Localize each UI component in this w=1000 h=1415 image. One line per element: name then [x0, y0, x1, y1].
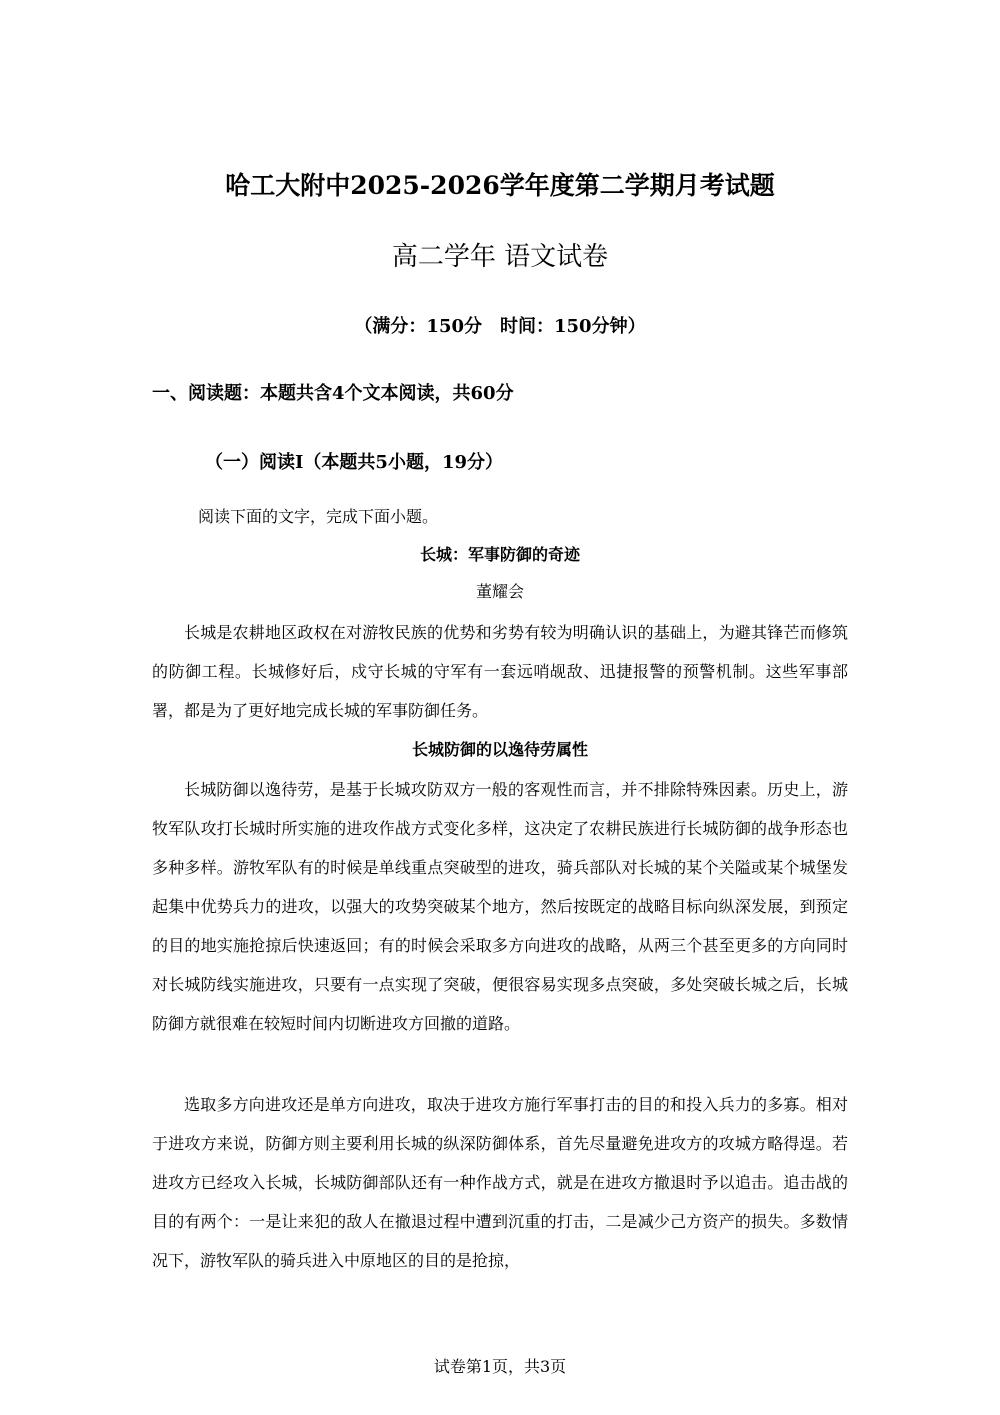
- page-footer: 试卷第1页，共3页: [433, 1357, 567, 1376]
- article-paragraph-1: 长城是农耕地区政权在对游牧民族的优势和劣势有较为明确认识的基础上，为避其锋芒而修筑的防御工程。长城修好后，戍守长城的守军有一套远哨觇敌、迅捷报警的预警机制。这些军事部署，都是为了更好地完成长城的军事防御任务。: [152, 623, 848, 720]
- section-heading: 一、阅读题：本题共含4个文本阅读，共60分: [152, 383, 514, 404]
- exam-title: 哈工大附中2025-2026学年度第二学期月考试题: [225, 171, 775, 200]
- article-author: 董耀会: [475, 582, 524, 601]
- exam-meta: （满分：150分 时间：150分钟）: [354, 316, 646, 337]
- article-subheading: 长城防御的以逸待劳属性: [411, 740, 588, 759]
- subsection-heading: （一）阅读Ⅰ（本题共5小题，19分）: [205, 452, 503, 473]
- article-paragraph-2: 长城防御以逸待劳，是基于长城攻防双方一般的客观性而言，并不排除特殊因素。历史上，游牧军队攻打长城时所实施的进攻作战方式变化多样，这决定了农耕民族进行长城防御的战争形态也多种多样。游牧军队有的时候是单线重点突破型的进攻，骑兵部队对长城的某个关隘或某个城堡发起集中优势兵力的进攻，以强大的攻势突破某个地方，然后按既定的战略目标向纵深发展，到预定的目的地实施抢掠后快速返回；有的时候会采取多方向进攻的战略，从两三个甚至更多的方向同时对长城防线实施进攻，只要有一点实现了突破，便很容易实现多点突破，多处突破长城之后，长城防御方就很难在较短时间内切断进攻方回撤的道路。: [152, 780, 848, 1033]
- article-paragraph-3: 选取多方向进攻还是单方向进攻，取决于进攻方施行军事打击的目的和投入兵力的多寡。相对于进攻方来说，防御方则主要利用长城的纵深防御体系，首先尽量避免进攻方的攻城方略得逞。若进攻方已经攻入长城，长城防御部队还有一种作战方式，就是在进攻方撤退时予以追击。追击战的目的有两个：一是让来犯的敌人在撤退过程中遭到沉重的打击，二是减少己方资产的损失。多数情况下，游牧军队的骑兵进入中原地区的目的是抢掠，: [152, 1095, 848, 1270]
- article-title: 长城：军事防御的奇迹: [419, 545, 580, 564]
- exam-subtitle: 高二学年 语文试卷: [391, 242, 609, 272]
- reading-instruction: 阅读下面的文字，完成下面小题。: [198, 507, 439, 526]
